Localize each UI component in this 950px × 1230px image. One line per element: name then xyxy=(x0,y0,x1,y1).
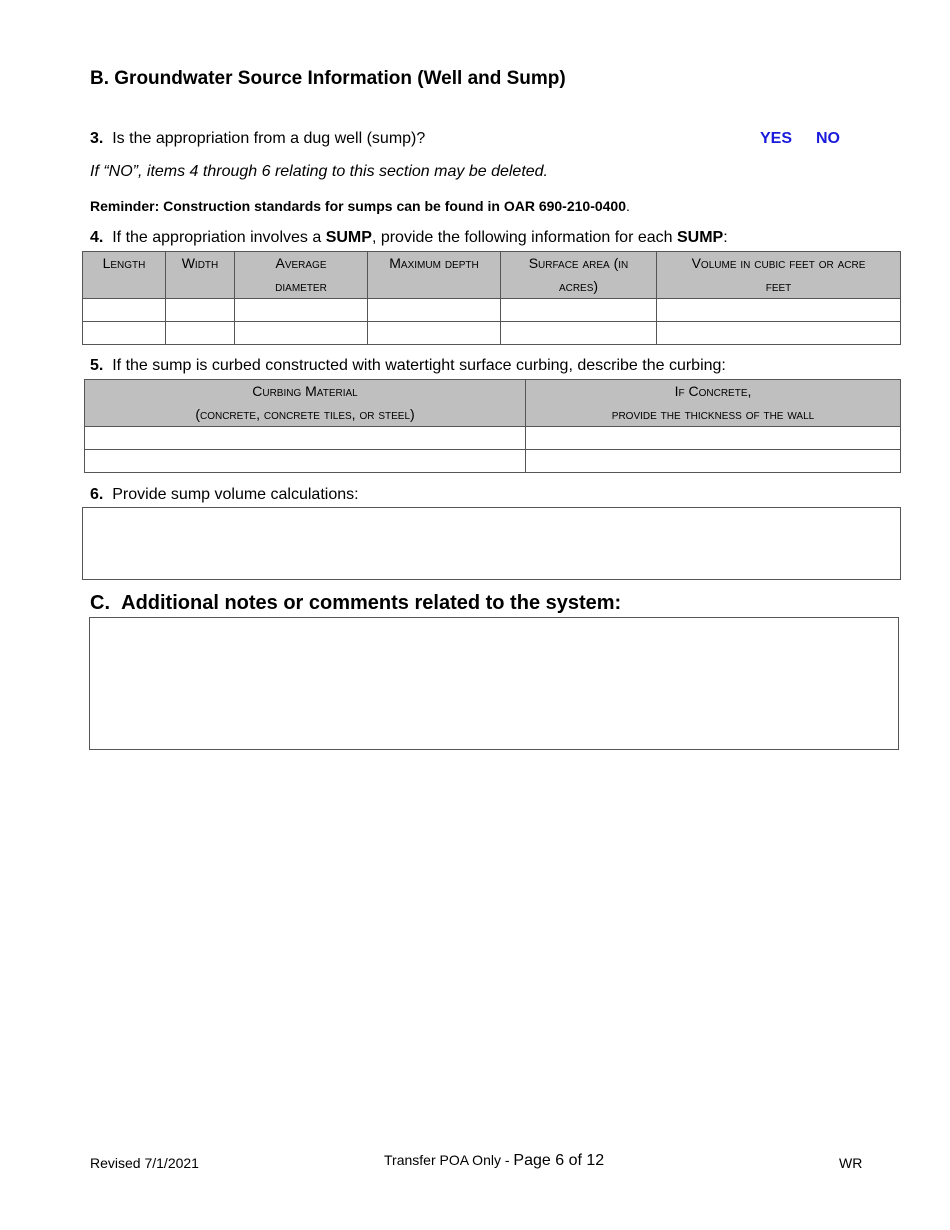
wall-thickness-cell[interactable] xyxy=(526,450,901,473)
section-b-heading: B. Groundwater Source Information (Well and Sump) xyxy=(90,68,566,89)
question-5-text: If the sump is curbed constructed with watertight surface curbing, describe the curbing: xyxy=(112,357,726,374)
section-c-heading xyxy=(90,592,621,615)
table-row xyxy=(85,450,901,473)
footer-center xyxy=(384,1152,604,1170)
maximum-depth-cell[interactable] xyxy=(368,299,501,322)
header-average-diameter: Average diameter xyxy=(235,252,368,299)
average-diameter-cell[interactable] xyxy=(235,322,368,345)
width-cell[interactable] xyxy=(166,322,235,345)
question-4-text-c: : xyxy=(723,229,728,246)
header-length: Length xyxy=(83,252,166,299)
header-volume: Volume in cubic feet or acre feet xyxy=(657,252,901,299)
surface-area-cell[interactable] xyxy=(501,299,657,322)
no-option[interactable]: NO xyxy=(816,130,840,147)
question-6-text: Provide sump volume calculations: xyxy=(112,486,359,503)
table-row xyxy=(83,322,901,345)
footer-revised: Revised 7/1/2021 xyxy=(90,1155,199,1171)
footer-code: WR xyxy=(839,1155,863,1171)
question-4-text-b: , provide the following information for each xyxy=(371,229,677,246)
reminder xyxy=(90,198,630,214)
section-c-title: Additional notes or comments related to the system: xyxy=(121,592,622,614)
curbing-material-cell[interactable] xyxy=(85,427,526,450)
sump-table xyxy=(82,251,901,345)
curbing-table-header xyxy=(85,380,901,427)
maximum-depth-cell[interactable] xyxy=(368,322,501,345)
question-5 xyxy=(90,357,726,375)
table-row xyxy=(85,427,901,450)
header-curbing-material: Curbing Material (concrete, concrete tiles, or steel) xyxy=(85,380,526,427)
yes-option[interactable]: YES xyxy=(760,130,793,147)
reminder-text: Reminder: Construction standards for sumps can be found in OAR 690-210-0400 xyxy=(90,198,626,214)
length-cell[interactable] xyxy=(83,299,166,322)
footer-center-prefix: Transfer POA Only - xyxy=(384,1152,514,1168)
question-6 xyxy=(90,486,359,504)
question-5-number: 5. xyxy=(90,357,104,374)
question-4-number: 4. xyxy=(90,229,104,246)
question-3-text: Is the appropriation from a dug well (sump)? xyxy=(112,130,426,147)
volume-calculations-box[interactable] xyxy=(82,507,901,580)
question-4-bold-b: SUMP xyxy=(677,229,724,246)
header-wall-thickness: If Concrete, provide the thickness of the wall xyxy=(526,380,901,427)
header-width: Width xyxy=(166,252,235,299)
surface-area-cell[interactable] xyxy=(501,322,657,345)
average-diameter-cell[interactable] xyxy=(235,299,368,322)
wall-thickness-cell[interactable] xyxy=(526,427,901,450)
volume-cell[interactable] xyxy=(657,322,901,345)
question-3 xyxy=(90,130,425,148)
question-4 xyxy=(90,229,728,247)
width-cell[interactable] xyxy=(166,299,235,322)
page-number: Page 6 of 12 xyxy=(513,1152,605,1169)
reminder-period: . xyxy=(626,198,630,214)
header-surface-area: Surface area (in acres) xyxy=(501,252,657,299)
question-4-text-a: If the appropriation involves a xyxy=(112,229,326,246)
additional-notes-box[interactable] xyxy=(89,617,899,750)
curbing-material-cell[interactable] xyxy=(85,450,526,473)
question-6-number: 6. xyxy=(90,486,104,503)
question-4-bold-a: SUMP xyxy=(325,229,372,246)
question-3-number: 3. xyxy=(90,130,104,147)
volume-cell[interactable] xyxy=(657,299,901,322)
sump-table-header xyxy=(83,252,901,299)
section-c-label: C. xyxy=(90,592,110,614)
table-row xyxy=(83,299,901,322)
curbing-table xyxy=(84,379,901,473)
question-3-note: If “NO”, items 4 through 6 relating to this section may be deleted. xyxy=(90,163,548,180)
length-cell[interactable] xyxy=(83,322,166,345)
header-maximum-depth: Maximum depth xyxy=(368,252,501,299)
